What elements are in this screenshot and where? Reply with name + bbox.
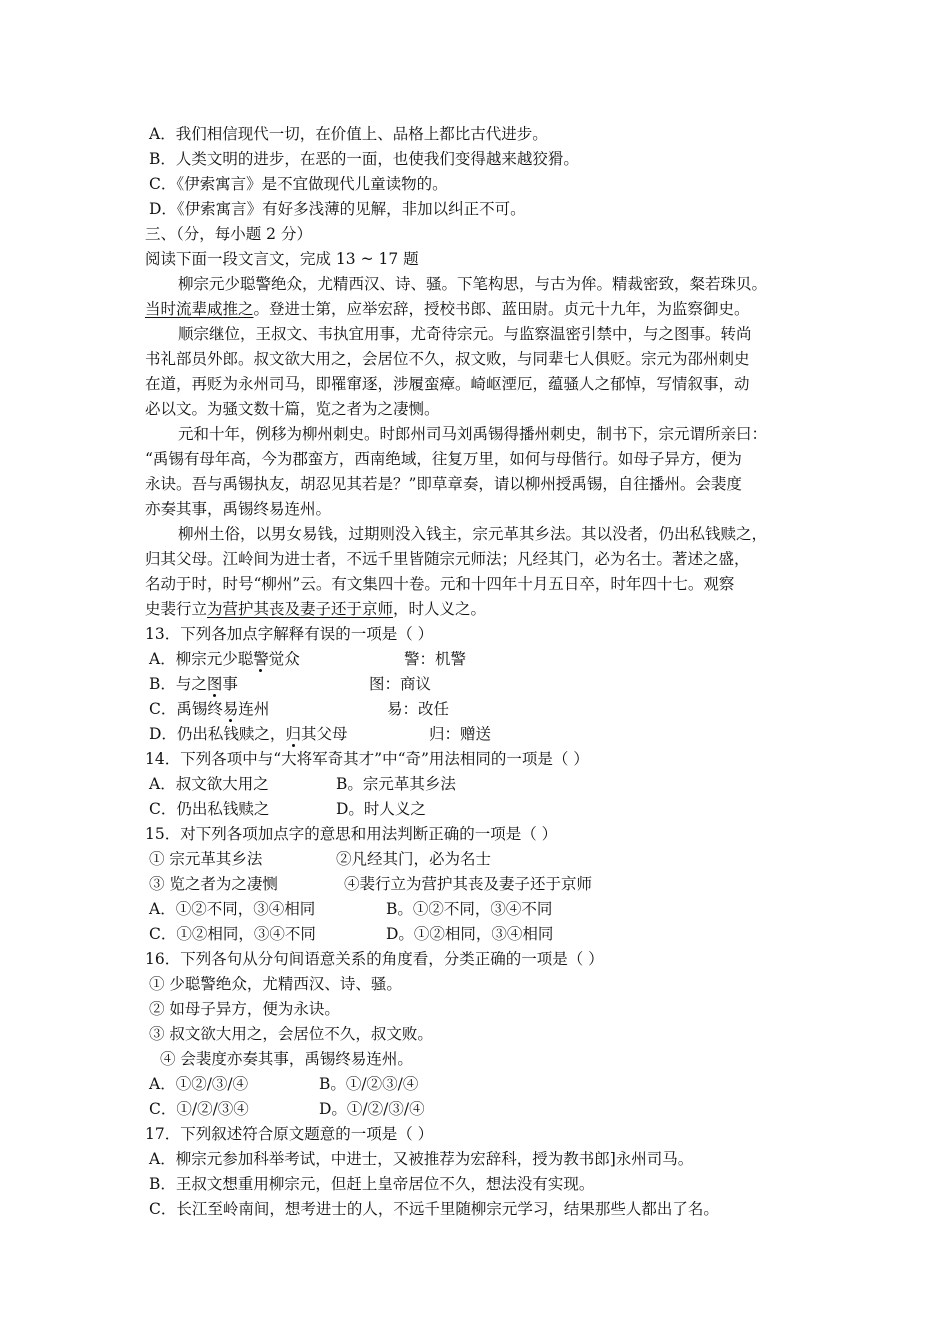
gloss: 易：改任 bbox=[387, 700, 450, 718]
passage-p3-line4: 亦奏其事，禹锡终易连州。 bbox=[145, 500, 332, 518]
q15-item-2: ②凡经其门，必为名士 bbox=[336, 850, 492, 868]
passage-p4-line3: 名动于时，时号“柳州”云。有文集四十卷。元和十四年十月五日卒，时年四十七。观察 bbox=[145, 575, 735, 593]
option-text: 觉众 bbox=[268, 650, 300, 668]
q16-item-1: ① 少聪警绝众，尤精西汉、诗、骚。 bbox=[149, 975, 402, 993]
passage-p2-line1: 顺宗继位，王叔文、韦执宜用事，尤奇待宗元。与监察温密引禁中，与之图事。转尚 bbox=[178, 325, 752, 343]
option-text: D．仍出私钱赎之， bbox=[149, 725, 286, 743]
q15-stem: 15．对下列各项加点字的意思和用法判断正确的一项是（ ） bbox=[145, 825, 558, 843]
q15-option-d[interactable]: D。①②相同，③④相同 bbox=[386, 925, 554, 943]
q15-row2 bbox=[149, 922, 829, 947]
passage-p3-line2: “禹锡有母年高，今为郡蛮方，西南绝域，往复万里，如何与母偕行。如母子异方，便为 bbox=[145, 450, 742, 468]
option-text: 事 bbox=[222, 675, 238, 693]
q13-stem: 13．下列各加点字解释有误的一项是（ ） bbox=[145, 625, 434, 643]
dotted-char: 归 bbox=[285, 725, 301, 743]
dotted-char: 警 bbox=[253, 650, 269, 668]
q16-item-3: ③ 叔文欲大用之，会居位不久，叔文败。 bbox=[149, 1025, 433, 1043]
option-text: C．禹锡终 bbox=[149, 700, 223, 718]
option-text: B．与之 bbox=[149, 675, 207, 693]
q15-item-3: ③ 览之者为之凄恻 bbox=[149, 875, 278, 893]
passage-p3-line1: 元和十年，例移为柳州刺史。时郎州司马刘禹锡得播州刺史，制书下，宗元谓所亲曰： bbox=[178, 425, 768, 443]
passage-p4-line2: 归其父母。江岭间为进士者，不远千里皆随宗元师法；凡经其门，必为名士。著述之盛， bbox=[145, 550, 750, 568]
q14-option-d[interactable]: D。时人义之 bbox=[336, 800, 426, 818]
q17-option-b[interactable]: B．王叔文想重用柳宗元，但赶上皇帝居位不久，想法没有实现。 bbox=[149, 1175, 595, 1193]
passage-text: ，时人义之。 bbox=[393, 600, 487, 618]
q15-items-2 bbox=[149, 872, 829, 897]
q15-items-1 bbox=[149, 847, 829, 872]
q16-row2 bbox=[149, 1097, 829, 1122]
prev-option-c: C．《伊索寓言》是不宜做现代儿童读物的。 bbox=[149, 175, 448, 193]
q16-option-c[interactable]: C．①/②/③④ bbox=[149, 1100, 249, 1118]
gloss: 归：赠送 bbox=[429, 725, 492, 743]
q16-option-b[interactable]: B。①/②③/④ bbox=[319, 1075, 419, 1093]
underlined-sentence-1: 当时流辈咸推之 bbox=[145, 300, 254, 318]
q17-stem: 17．下列叙述符合原文题意的一项是（ ） bbox=[145, 1125, 434, 1143]
option-text: 其父母 bbox=[300, 725, 348, 743]
passage-p3-line3: 永诀。吾与禹锡执友，胡忍见其若是？”即草章奏，请以柳州授禹锡，自往播州。会裴度 bbox=[145, 475, 742, 493]
passage-p2-line3: 在道，再贬为永州司马，即罹窜逐，涉履蛮瘴。崎岖湮厄，蕴骚人之郁悼，写情叙事，动 bbox=[145, 375, 750, 393]
q14-option-c[interactable]: C．仍出私钱赎之 bbox=[149, 800, 270, 818]
prev-option-a: A．我们相信现代一切，在价值上、品格上都比古代进步。 bbox=[149, 125, 548, 143]
q14-row1 bbox=[149, 772, 829, 797]
prev-option-b: B．人类文明的进步，在恶的一面，也使我们变得越来越狡猾。 bbox=[149, 150, 579, 168]
passage-p2-line4: 必以文。为骚文数十篇，览之者为之凄恻。 bbox=[145, 400, 440, 418]
q15-item-4: ④裴行立为营护其丧及妻子还于京师 bbox=[344, 875, 593, 893]
q13-option-d[interactable] bbox=[149, 722, 829, 747]
q15-option-a[interactable]: A．①②不同，③④相同 bbox=[149, 900, 316, 918]
q15-item-1: ① 宗元革其乡法 bbox=[149, 850, 263, 868]
passage-p1-line1: 柳宗元少聪警绝众，尤精西汉、诗、骚。下笔构思，与古为侔。精裁密致，粲若珠贝。 bbox=[178, 275, 768, 293]
underlined-sentence-2: 为营护其丧及妻子还于京师 bbox=[207, 600, 394, 618]
q13-option-c[interactable] bbox=[149, 697, 829, 722]
passage-text: 。登进士第，应举宏辞，授校书郎、蓝田尉。贞元十九年，为监察御史。 bbox=[253, 300, 750, 318]
option-text: 连州 bbox=[238, 700, 270, 718]
q16-row1 bbox=[149, 1072, 829, 1097]
q16-option-a[interactable]: A．①②/③/④ bbox=[149, 1075, 249, 1093]
q16-item-4: ④ 会裴度亦奏其事，禹锡终易连州。 bbox=[160, 1050, 413, 1068]
q16-stem: 16．下列各句从分句间语意关系的角度看，分类正确的一项是（ ） bbox=[145, 950, 604, 968]
dotted-char: 易 bbox=[222, 700, 239, 718]
q17-option-a[interactable]: A．柳宗元参加科举考试，中进士，又被推荐为宏辞科，授为教书郎]永州司马。 bbox=[149, 1150, 694, 1168]
q14-row2 bbox=[149, 797, 829, 822]
q17-option-c[interactable]: C．长江至岭南间，想考进士的人，不远千里随柳宗元学习，结果那些人都出了名。 bbox=[149, 1200, 719, 1218]
passage-p4-line4 bbox=[145, 597, 825, 622]
q14-stem: 14．下列各项中与“大将军奇其才”中“奇”用法相同的一项是（ ） bbox=[145, 750, 589, 768]
passage-text: 史裴行立 bbox=[145, 600, 208, 618]
q14-option-a[interactable]: A．叔文欲大用之 bbox=[149, 775, 269, 793]
gloss: 图：商议 bbox=[369, 675, 432, 693]
passage-p2-line2: 书礼部员外郎。叔文欲大用之，会居位不久，叔文败，与同辈七人俱贬。宗元为邵州刺史 bbox=[145, 350, 750, 368]
q16-option-d[interactable]: D。①/②/③/④ bbox=[319, 1100, 425, 1118]
passage-p4-line1: 柳州土俗，以男女易钱，过期则没入钱主，宗元革其乡法。其以没者，仍出私钱赎之， bbox=[178, 525, 768, 543]
gloss: 警：机警 bbox=[404, 650, 467, 668]
passage-p1-line2 bbox=[145, 297, 825, 322]
dotted-char: 图 bbox=[206, 675, 223, 693]
q13-option-a[interactable] bbox=[149, 647, 829, 672]
prev-option-d: D．《伊索寓言》有好多浅薄的见解，非加以纠正不可。 bbox=[149, 200, 526, 218]
q15-option-c[interactable]: C．①②相同，③④不同 bbox=[149, 925, 316, 943]
q14-option-b[interactable]: B。宗元革其乡法 bbox=[336, 775, 456, 793]
option-text: A．柳宗元少聪 bbox=[149, 650, 254, 668]
q16-item-2: ② 如母子异方，便为永诀。 bbox=[149, 1000, 340, 1018]
q15-row1 bbox=[149, 897, 829, 922]
section-instruction: 阅读下面一段文言文，完成 13 ~ 17 题 bbox=[145, 250, 419, 268]
q13-option-b[interactable] bbox=[149, 672, 829, 697]
q15-option-b[interactable]: B。①②不同，③④不同 bbox=[386, 900, 553, 918]
section-heading: 三、（分，每小题 2 分） bbox=[145, 225, 312, 243]
